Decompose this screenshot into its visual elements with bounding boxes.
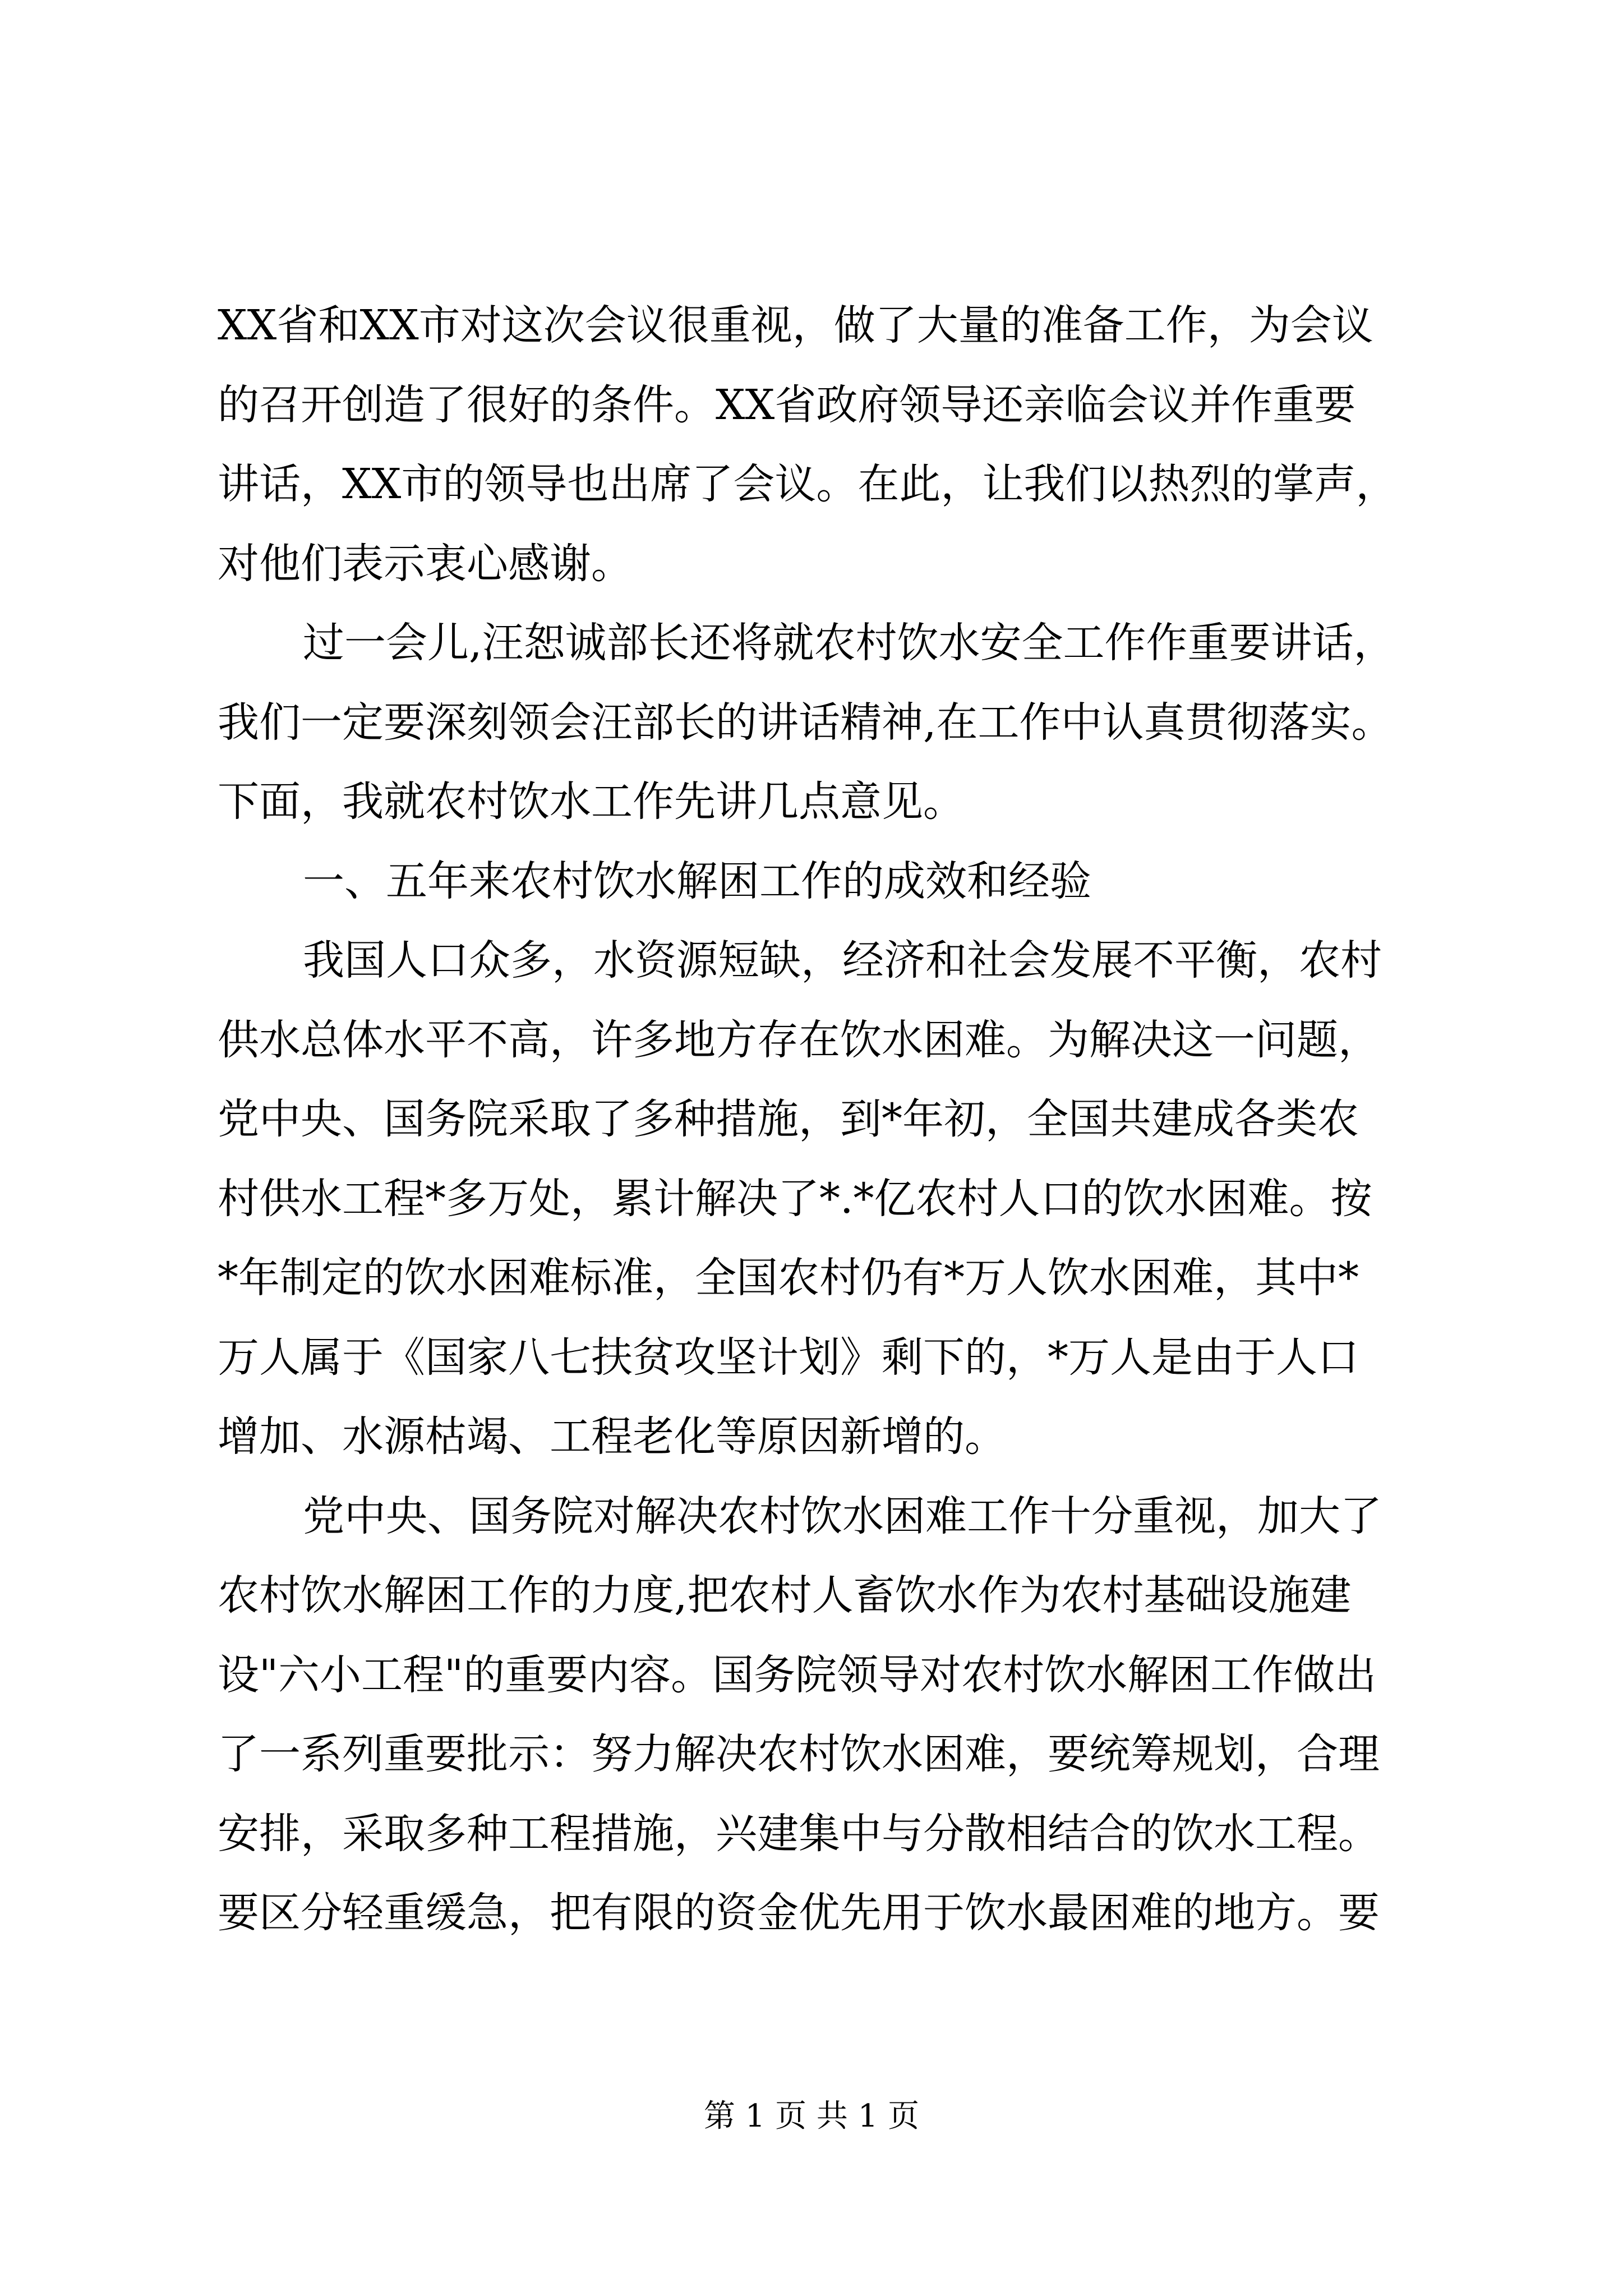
text-line: 我们一定要深刻领会汪部长的讲话精神,在工作中认真贯彻落实。 <box>218 698 1393 747</box>
text-line: 设"六小工程"的重要内容。国务院领导对农村饮水解困工作做出 <box>218 1650 1377 1699</box>
text-line: XX省和XX市对这次会议很重视，做了大量的准备工作，为会议 <box>218 301 1373 349</box>
text-line: *年制定的饮水困难标准，全国农村仍有*万人饮水困难，其中* <box>218 1254 1359 1302</box>
text-line: 过一会儿,汪恕诚部长还将就农村饮水安全工作作重要讲话， <box>303 619 1395 667</box>
text-line: 对他们表示衷心感谢。 <box>218 539 633 588</box>
text-line: 村供水工程*多万处，累计解决了*.*亿农村人口的饮水困难。按 <box>218 1174 1372 1223</box>
text-line: 增加、水源枯竭、工程老化等原因新增的。 <box>218 1412 1006 1461</box>
text-line: 党中央、国务院采取了多种措施，到*年初，全国共建成各类农 <box>218 1095 1359 1143</box>
text-line: 我国人口众多，水资源短缺，经济和社会发展不平衡，农村 <box>303 936 1382 984</box>
text-line: 安排，采取多种工程措施，兴建集中与分散相结合的饮水工程。 <box>218 1809 1380 1858</box>
text-line: 的召开创造了很好的条件。XX省政府领导还亲临会议并作重要 <box>218 380 1356 429</box>
paragraph-2 <box>218 604 1418 842</box>
paragraph-4 <box>218 1477 1418 1953</box>
text-line: 了一系列重要批示：努力解决农村饮水困难，要统筹规划，合理 <box>218 1730 1380 1778</box>
paragraph-1 <box>218 286 1418 604</box>
text-line: 讲话，XX市的领导也出席了会议。在此，让我们以热烈的掌声， <box>218 460 1398 508</box>
page-footer: 第 1 页 共 1 页 <box>703 2098 920 2134</box>
text-line: 下面，我就农村饮水工作先讲几点意见。 <box>218 777 965 826</box>
text-line: 万人属于《国家八七扶贫攻坚计划》剩下的，*万人是由于人口 <box>218 1333 1359 1382</box>
text-line: 党中央、国务院对解决农村饮水困难工作十分重视，加大了 <box>303 1492 1382 1540</box>
text-line: 供水总体水平不高，许多地方存在饮水困难。为解决这一问题， <box>218 1015 1380 1064</box>
paragraph-3 <box>218 921 1418 1477</box>
section-heading <box>218 842 1418 922</box>
document-body <box>218 286 1418 1953</box>
text-line: 农村饮水解困工作的力度,把农村人畜饮水作为农村基础设施建 <box>218 1571 1352 1619</box>
text-line: 要区分轻重缓急，把有限的资金优先用于饮水最困难的地方。要 <box>218 1889 1380 1937</box>
heading-line: 一、五年来农村饮水解困工作的成效和经验 <box>303 857 1091 905</box>
